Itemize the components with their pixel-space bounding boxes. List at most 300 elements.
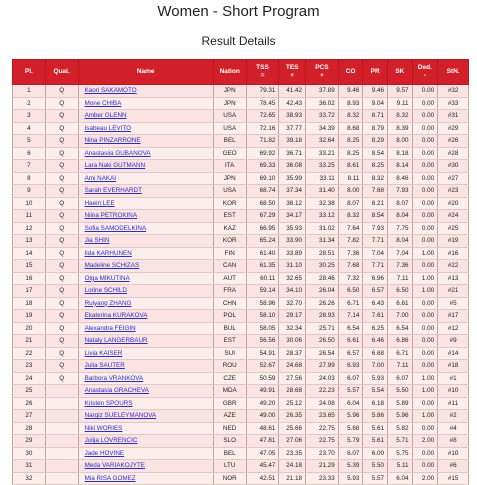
cell-pcs: 33.12 [306,210,339,223]
cell-tes: 32.65 [279,272,306,285]
cell-pcs: 30.25 [306,260,339,273]
cell-co: 8.93 [338,97,363,110]
cell-sk: 8.39 [387,122,412,135]
cell-tss: 72.16 [246,122,279,135]
cell-deductions: 0.00 [412,97,438,110]
skater-name-link[interactable]: Nataly LANGERBAUR [78,335,213,348]
cell-co: 8.32 [338,110,363,123]
cell-nation: NED [213,422,246,435]
cell-tss: 58.96 [246,297,279,310]
cell-pcs: 26.04 [306,285,339,298]
table-row [13,122,469,135]
cell-sk: 5.89 [387,397,412,410]
skater-name-link[interactable]: Isabeau LEVITO [78,122,213,135]
header-nation: Nation [213,60,246,85]
cell-pr: 6.96 [363,272,388,285]
cell-tss: 68.74 [246,185,279,198]
cell-tes: 23.35 [279,447,306,460]
skater-name-link[interactable]: Niki WORIES [78,422,213,435]
cell-nation: USA [213,110,246,123]
cell-starting-number: #2 [438,410,469,423]
cell-qualification: Q [45,197,78,210]
skater-name-link[interactable]: Haein LEE [78,197,213,210]
cell-tss: 69.33 [246,160,279,173]
table-row [13,147,469,160]
cell-pcs: 32.64 [306,135,339,148]
cell-tss: 72.65 [246,110,279,123]
cell-nation: MDA [213,385,246,398]
cell-starting-number: #31 [438,110,469,123]
cell-sk: 5.11 [387,460,412,473]
skater-name-link[interactable]: Mia RISA GOMEZ [78,472,213,485]
cell-pr: 5.93 [363,372,388,385]
cell-starting-number: #18 [438,360,469,373]
cell-tss: 66.95 [246,222,279,235]
cell-tss: 58.05 [246,322,279,335]
cell-tss: 79.31 [246,85,279,98]
cell-co: 8.68 [338,122,363,135]
cell-deductions: 1.00 [412,247,438,260]
table-row [13,335,469,348]
cell-co: 6.07 [338,372,363,385]
cell-starting-number: #12 [438,322,469,335]
cell-starting-number: #25 [438,222,469,235]
cell-starting-number: #32 [438,85,469,98]
cell-qualification: Q [45,235,78,248]
cell-place: 8 [13,172,46,185]
cell-co: 7.82 [338,235,363,248]
cell-co: 5.39 [338,460,363,473]
cell-nation: EST [213,335,246,348]
cell-sk: 6.61 [387,297,412,310]
cell-pr: 5.57 [363,472,388,485]
cell-qualification: Q [45,135,78,148]
skater-name-link[interactable]: Ami NAKAI [78,172,213,185]
cell-pr: 8.29 [363,135,388,148]
cell-tss: 54.91 [246,347,279,360]
skater-name-link[interactable]: Anastasia GRACHEVA [78,385,213,398]
cell-pr: 8.25 [363,160,388,173]
cell-deductions: 2.00 [412,435,438,448]
cell-place: 5 [13,135,46,148]
cell-tss: 58.10 [246,310,279,323]
cell-co: 8.07 [338,197,363,210]
cell-deductions: 0.00 [412,210,438,223]
cell-pr: 5.86 [363,410,388,423]
cell-starting-number: #13 [438,272,469,285]
cell-co: 6.54 [338,322,363,335]
skater-name-link[interactable]: Ruiyang ZHANG [78,297,213,310]
header-sk: SK [387,60,412,85]
cell-deductions: 0.00 [412,235,438,248]
cell-pcs: 22.23 [306,385,339,398]
skater-name-link[interactable]: Kristen SPOURS [78,397,213,410]
cell-pr: 7.71 [363,235,388,248]
cell-sk: 8.14 [387,160,412,173]
cell-sk: 7.00 [387,310,412,323]
cell-pr: 7.00 [363,360,388,373]
cell-starting-number: #21 [438,285,469,298]
cell-place: 20 [13,322,46,335]
cell-place: 25 [13,385,46,398]
cell-nation: GBR [213,397,246,410]
cell-qualification: Q [45,372,78,385]
cell-tss: 69.92 [246,147,279,160]
cell-sk: 9.11 [387,97,412,110]
cell-pr: 8.71 [363,110,388,123]
skater-name-link[interactable]: Mone CHIBA [78,97,213,110]
cell-nation: USA [213,122,246,135]
cell-co: 8.32 [338,210,363,223]
cell-co: 8.25 [338,135,363,148]
table-row [13,360,469,373]
cell-starting-number: #8 [438,435,469,448]
cell-place: 18 [13,297,46,310]
cell-pcs: 23.65 [306,410,339,423]
cell-sk: 8.04 [387,235,412,248]
cell-tes: 29.17 [279,310,306,323]
skater-name-link[interactable]: Livia KAISER [78,347,213,360]
cell-sk: 6.71 [387,347,412,360]
cell-deductions: 0.00 [412,197,438,210]
cell-tes: 25.66 [279,422,306,435]
skater-name-link[interactable]: Olga MIKUTINA [78,272,213,285]
cell-tes: 32.34 [279,322,306,335]
cell-co: 8.25 [338,147,363,160]
cell-nation: KOR [213,197,246,210]
cell-pcs: 37.89 [306,85,339,98]
cell-pcs: 21.29 [306,460,339,473]
cell-place: 28 [13,422,46,435]
cell-co: 5.96 [338,410,363,423]
cell-nation: JPN [213,97,246,110]
cell-pcs: 27.99 [306,360,339,373]
cell-qualification: Q [45,185,78,198]
cell-deductions: 0.00 [412,222,438,235]
skater-name-link[interactable]: Jade HOVINE [78,447,213,460]
cell-tes: 38.93 [279,110,306,123]
skater-name-link[interactable]: Julia SAUTER [78,360,213,373]
cell-place: 4 [13,122,46,135]
cell-place: 27 [13,410,46,423]
cell-deductions: 1.00 [412,285,438,298]
table-row [13,85,469,98]
cell-tes: 34.17 [279,210,306,223]
cell-pr: 6.18 [363,397,388,410]
cell-nation: JPN [213,172,246,185]
table-header-row [13,60,469,85]
cell-sk: 6.50 [387,285,412,298]
skater-name-link[interactable]: Meda VARIAKOJYTE [78,460,213,473]
cell-nation: NOR [213,472,246,485]
header-pcs: PCS + [306,60,339,85]
cell-pcs: 33.72 [306,110,339,123]
cell-deductions: 1.00 [412,372,438,385]
cell-pcs: 23.70 [306,447,339,460]
cell-deductions: 1.00 [412,385,438,398]
cell-sk: 7.04 [387,247,412,260]
cell-tes: 32.70 [279,297,306,310]
table-row [13,185,469,198]
cell-pcs: 34.39 [306,122,339,135]
cell-pr: 7.68 [363,185,388,198]
cell-co: 7.36 [338,247,363,260]
skater-name-link[interactable]: Anastasiia GUBANOVA [78,147,213,160]
cell-pr: 7.04 [363,247,388,260]
skater-name-link[interactable]: Alexandra FEIGIN [78,322,213,335]
cell-qualification [45,435,78,448]
cell-sk: 9.57 [387,85,412,98]
cell-starting-number: #15 [438,472,469,485]
table-row [13,322,469,335]
skater-name-link[interactable]: Sarah EVERHARDT [78,185,213,198]
cell-nation: CZE [213,372,246,385]
cell-tss: 65.24 [246,235,279,248]
cell-tss: 49.20 [246,397,279,410]
cell-sk: 5.71 [387,435,412,448]
cell-qualification: Q [45,260,78,273]
cell-co: 8.00 [338,185,363,198]
cell-nation: ITA [213,160,246,173]
cell-tss: 47.81 [246,435,279,448]
cell-sk: 6.54 [387,322,412,335]
cell-qualification [45,410,78,423]
cell-deductions: 1.00 [412,410,438,423]
cell-tes: 36.08 [279,160,306,173]
cell-pr: 6.43 [363,297,388,310]
cell-pcs: 23.33 [306,472,339,485]
cell-pcs: 31.02 [306,222,339,235]
cell-qualification [45,385,78,398]
cell-tss: 45.47 [246,460,279,473]
cell-pcs: 33.21 [306,147,339,160]
skater-name-link[interactable]: Sofia SAMODELKINA [78,222,213,235]
cell-nation: ROU [213,360,246,373]
table-row [13,422,469,435]
cell-pcs: 31.40 [306,185,339,198]
cell-sk: 7.36 [387,260,412,273]
cell-deductions: 0.00 [412,335,438,348]
cell-starting-number: #1 [438,372,469,385]
table-row [13,410,469,423]
cell-sk: 5.50 [387,385,412,398]
cell-starting-number: #28 [438,147,469,160]
cell-tes: 26.35 [279,410,306,423]
cell-pr: 8.79 [363,122,388,135]
cell-tes: 36.12 [279,197,306,210]
cell-co: 7.14 [338,310,363,323]
cell-pr: 6.25 [363,322,388,335]
cell-deductions: 0.00 [412,322,438,335]
header-place: Pl. [13,60,46,85]
cell-pr: 7.71 [363,260,388,273]
skater-name-link[interactable]: Lorine SCHILD [78,285,213,298]
cell-sk: 8.18 [387,147,412,160]
cell-tes: 36.71 [279,147,306,160]
cell-qualification: Q [45,335,78,348]
cell-starting-number: #22 [438,260,469,273]
cell-co: 5.93 [338,472,363,485]
skater-name-link[interactable]: Niina PETROKINA [78,210,213,223]
cell-qualification: Q [45,247,78,260]
cell-nation: CHN [213,297,246,310]
cell-sk: 5.75 [387,447,412,460]
table-row [13,285,469,298]
skater-name-link[interactable]: Iida KARHUNEN [78,247,213,260]
skater-name-link[interactable]: Lara Naki GUTMANN [78,160,213,173]
cell-pcs: 33.11 [306,172,339,185]
cell-deductions: 0.00 [412,347,438,360]
cell-pr: 7.61 [363,310,388,323]
cell-tss: 61.35 [246,260,279,273]
cell-tes: 31.10 [279,260,306,273]
cell-place: 7 [13,160,46,173]
cell-qualification: Q [45,222,78,235]
cell-pr: 8.32 [363,172,388,185]
cell-starting-number: #26 [438,135,469,148]
header-name: Name [78,60,213,85]
cell-place: 23 [13,360,46,373]
table-row [13,160,469,173]
cell-tss: 67.29 [246,210,279,223]
cell-qualification [45,447,78,460]
skater-name-link[interactable]: Kaori SAKAMOTO [78,85,213,98]
cell-pcs: 31.34 [306,235,339,248]
cell-co: 5.79 [338,435,363,448]
cell-co: 6.93 [338,360,363,373]
table-row [13,347,469,360]
cell-qualification: Q [45,347,78,360]
skater-name-link[interactable]: Julija LOVRENCIC [78,435,213,448]
cell-tss: 61.40 [246,247,279,260]
cell-place: 29 [13,435,46,448]
cell-deductions: 0.00 [412,122,438,135]
cell-deductions: 0.00 [412,397,438,410]
table-row [13,197,469,210]
cell-sk: 7.11 [387,272,412,285]
cell-pr: 5.61 [363,422,388,435]
cell-pcs: 25.71 [306,322,339,335]
cell-place: 6 [13,147,46,160]
cell-nation: SLO [213,435,246,448]
skater-name-link[interactable]: Madeline SCHIZAS [78,260,213,273]
cell-co: 8.11 [338,172,363,185]
cell-pr: 6.00 [363,447,388,460]
cell-tss: 48.61 [246,422,279,435]
cell-co: 6.57 [338,347,363,360]
cell-tes: 25.12 [279,397,306,410]
cell-starting-number: #10 [438,385,469,398]
cell-place: 21 [13,335,46,348]
cell-nation: BUL [213,322,246,335]
skater-name-link[interactable]: Nina PINZARRONE [78,135,213,148]
header-co: CO [338,60,363,85]
cell-place: 16 [13,272,46,285]
cell-deductions: 0.00 [412,160,438,173]
cell-tes: 41.42 [279,85,306,98]
cell-qualification: Q [45,172,78,185]
skater-name-link[interactable]: Ekaterina KURAKOVA [78,310,213,323]
cell-place: 15 [13,260,46,273]
cell-co: 8.61 [338,160,363,173]
cell-place: 1 [13,85,46,98]
cell-tes: 27.06 [279,435,306,448]
cell-place: 30 [13,447,46,460]
cell-sk: 8.07 [387,197,412,210]
cell-deductions: 0.00 [412,360,438,373]
cell-pr: 6.68 [363,347,388,360]
cell-starting-number: #10 [438,447,469,460]
cell-tes: 33.90 [279,235,306,248]
cell-place: 13 [13,235,46,248]
table-row [13,397,469,410]
cell-tes: 27.56 [279,372,306,385]
skater-name-link[interactable]: Amber GLENN [78,110,213,123]
cell-deductions: 2.00 [412,472,438,485]
cell-starting-number: #24 [438,210,469,223]
skater-name-link[interactable]: Nargiz SUELEYMANOVA [78,410,213,423]
cell-pcs: 28.51 [306,247,339,260]
cell-nation: KAZ [213,222,246,235]
cell-starting-number: #9 [438,335,469,348]
cell-pr: 5.50 [363,460,388,473]
skater-name-link[interactable]: Jia SHIN [78,235,213,248]
table-row [13,235,469,248]
cell-sk: 5.82 [387,422,412,435]
cell-qualification: Q [45,310,78,323]
table-row [13,297,469,310]
cell-pcs: 33.25 [306,160,339,173]
cell-sk: 6.07 [387,372,412,385]
cell-nation: FIN [213,247,246,260]
table-row [13,110,469,123]
cell-starting-number: #6 [438,460,469,473]
cell-nation: AUT [213,272,246,285]
cell-nation: POL [213,310,246,323]
cell-deductions: 0.00 [412,110,438,123]
cell-deductions: 0.00 [412,135,438,148]
cell-starting-number: #20 [438,197,469,210]
cell-deductions: 0.00 [412,172,438,185]
table-row [13,447,469,460]
cell-place: 26 [13,397,46,410]
header-tes: TES + [279,60,306,85]
table-row [13,135,469,148]
cell-place: 9 [13,185,46,198]
cell-nation: KOR [213,235,246,248]
cell-nation: CAN [213,260,246,273]
cell-sk: 8.00 [387,135,412,148]
header-deductions: Ded. - [412,60,438,85]
cell-deductions: 0.00 [412,85,438,98]
cell-tes: 37.77 [279,122,306,135]
cell-deductions: 0.00 [412,447,438,460]
cell-place: 19 [13,310,46,323]
cell-nation: GEO [213,147,246,160]
skater-name-link[interactable]: Barbora VRANKOVA [78,372,213,385]
cell-qualification [45,422,78,435]
cell-deductions: 0.00 [412,310,438,323]
cell-tes: 33.89 [279,247,306,260]
header-pr: PR [363,60,388,85]
header-starting-number: StN. [438,60,469,85]
cell-tss: 78.45 [246,97,279,110]
cell-pcs: 24.03 [306,372,339,385]
cell-co: 7.68 [338,260,363,273]
cell-tss: 49.91 [246,385,279,398]
cell-qualification: Q [45,97,78,110]
cell-pr: 6.46 [363,335,388,348]
